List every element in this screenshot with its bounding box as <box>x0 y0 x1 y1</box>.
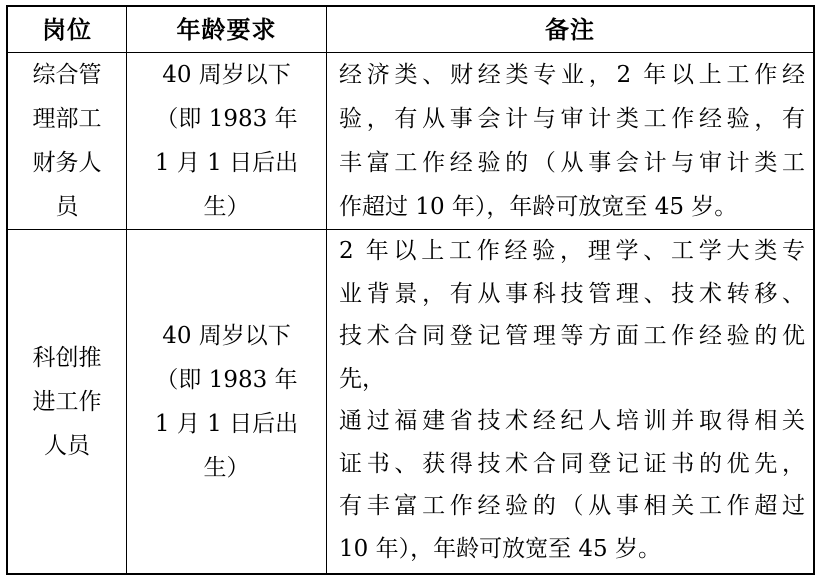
row1-position-line: 综合管 <box>32 62 102 88</box>
row2-note-line: 业背景，有从事科技管理、技术转移、 <box>339 280 805 307</box>
row2-position-cell <box>8 230 126 573</box>
header-age <box>127 7 326 52</box>
row1-note-line: 验，有从事会计与审计类工作经验，有 <box>339 106 805 132</box>
row2-position-line: 人员 <box>44 432 90 459</box>
row1-position-line: 财务人 <box>32 150 102 176</box>
row2-note-line: 通过福建省技术经纪人培训并取得相关 <box>339 408 805 434</box>
row2-note-line: 2 年以上工作经验，理学、工学大类专 <box>339 238 805 264</box>
header-notes-text: 备注 <box>545 14 595 44</box>
row2-age-line: 40 周岁以下 <box>162 322 291 349</box>
row1-age-line: 生） <box>203 194 250 220</box>
row1-age-line: 1 月 1 日后出 <box>154 150 299 176</box>
header-age-text: 年龄要求 <box>176 14 277 44</box>
row2-note-line: 有丰富工作经验的（从事相关工作超过 <box>339 493 805 519</box>
requirements-table <box>6 5 815 575</box>
header-notes <box>327 7 813 52</box>
column-divider-2 <box>326 7 327 573</box>
row2-note-line: 证书、获得技术合同登记证书的优先， <box>339 450 805 477</box>
row2-note-line: 技术合同登记管理等方面工作经验的优 <box>339 323 805 349</box>
row2-position-line: 科创推 <box>32 344 102 371</box>
row1-position-line: 员 <box>55 194 79 220</box>
row1-age-line: 40 周岁以下 <box>162 62 291 88</box>
row2-notes-cell <box>339 230 805 573</box>
row2-age-line: 生） <box>203 454 250 481</box>
row1-position-line: 理部工 <box>32 106 102 132</box>
header-position <box>8 7 126 52</box>
row1-position-cell <box>8 53 126 229</box>
row2-age-cell <box>127 230 326 573</box>
row1-note-line: 丰富工作经验的（从事会计与审计类工 <box>339 150 805 176</box>
row1-notes-cell <box>339 53 805 229</box>
row2-age-line: （即 1983 年 <box>155 366 298 393</box>
row2-position-line: 进工作 <box>32 388 102 415</box>
row2-age-line: 1 月 1 日后出 <box>154 410 299 437</box>
row1-note-line: 作超过 10 年），年龄可放宽至 45 岁。 <box>339 194 738 220</box>
row1-age-line: （即 1983 年 <box>155 106 298 132</box>
header-position-text: 岗位 <box>42 14 92 44</box>
row2-note-line: 先， <box>339 365 385 392</box>
row1-note-line: 经济类、财经类专业，2 年以上工作经 <box>339 62 805 88</box>
row1-age-cell <box>127 53 326 229</box>
row2-note-line: 10 年），年龄可放宽至 45 岁。 <box>339 535 661 562</box>
